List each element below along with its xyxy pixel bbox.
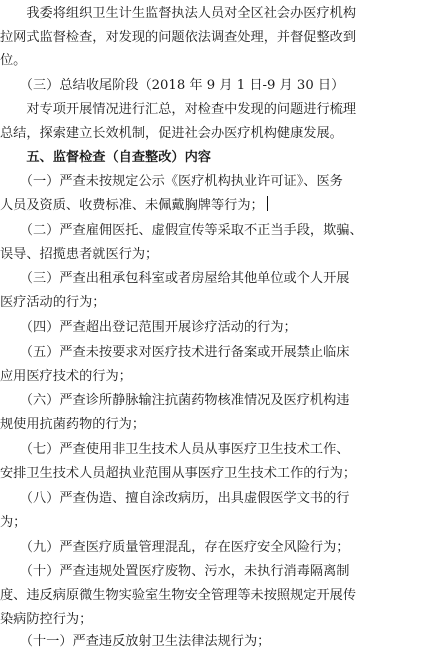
para-line: 我委将组织卫生计生监督执法人员对全区社会办医疗机构	[0, 6, 357, 21]
text-cursor	[267, 196, 269, 211]
list-item-line: （九）严查医疗质量管理混乱，存在医疗安全风险行为；	[0, 540, 350, 555]
list-item-line: （一）严查未按规定公示《医疗机构执业许可证》、医务	[0, 174, 343, 189]
section-heading: 五、监督检查（自查整改）内容	[0, 150, 211, 165]
list-item-line: （十）严查违规处置医疗废物、污水，未执行消毒隔离制	[0, 564, 350, 579]
list-item-text: 人员及资质、收费标准、未佩戴胸牌等行为；	[0, 198, 264, 213]
list-item-line: （七）严查使用非卫生技术人员从事医疗卫生技术工作、	[0, 442, 350, 457]
list-item-line: （八）严查伪造、擅自涂改病历，出具虚假医学文书的行	[0, 491, 350, 506]
section-subheading: （三）总结收尾阶段（2018 年 9 月 1 日-9 月 30 日）	[0, 78, 345, 93]
para-line: 对专项开展情况进行汇总，对检查中发现的问题进行梳理	[0, 102, 357, 117]
list-item-line: 误导、招揽患者就医行为；	[0, 247, 159, 262]
list-item-line: （五）严查未按要求对医疗技术进行备案或开展禁止临床	[0, 345, 350, 360]
list-item-line: 安排卫生技术人员超执业范围从事医疗卫生技术工作的行为；	[0, 466, 357, 481]
list-item-line: （六）严查诊所静脉输注抗菌药物核准情况及医疗机构违	[0, 393, 350, 408]
list-item-line: 染病防控行为；	[0, 612, 93, 627]
list-item-line: 医疗活动的行为；	[0, 295, 106, 310]
list-item-line: 规使用抗菌药物的行为；	[0, 417, 146, 432]
para-line: 拉网式监督检查，对发现的问题依法调查处理，并督促整改到	[0, 30, 357, 45]
para-line: 总结，探索建立长效机制，促进社会办医疗机构健康发展。	[0, 126, 343, 141]
list-item-line: （三）严查出租承包科室或者房屋给其他单位或个人开展	[0, 271, 350, 286]
list-item-line: （四）严查超出登记范围开展诊疗活动的行为；	[0, 320, 297, 335]
list-item-line: 为；	[0, 515, 27, 530]
list-item-line: 度、违反病原微生物实验室生物安全管理等未按照规定开展传	[0, 588, 357, 603]
list-item-line: （二）严查雇佣医托、虚假宣传等采取不正当手段，欺骗、	[0, 223, 363, 238]
list-item-line: 应用医疗技术的行为；	[0, 369, 132, 384]
para-line: 位。	[0, 53, 27, 68]
list-item-line	[0, 196, 443, 216]
list-item-line: （十一）严查违反放射卫生法律法规行为；	[0, 634, 271, 649]
